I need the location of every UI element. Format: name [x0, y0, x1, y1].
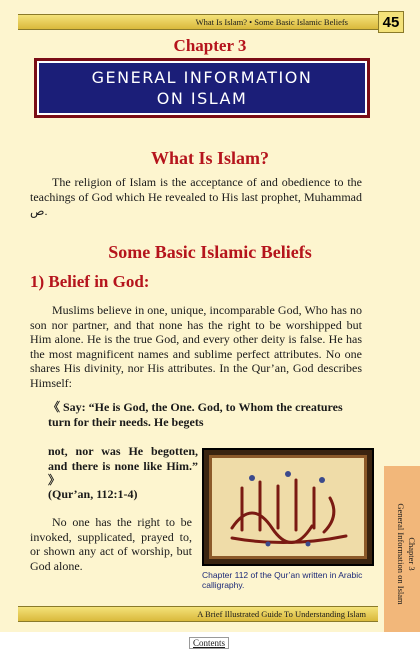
quran-quote-reference: (Qur’an, 112:1-4) [48, 487, 138, 501]
side-tab-line-1: Chapter 3 [407, 537, 417, 571]
chapter-title-inner [37, 61, 367, 115]
chapter-title-line-1: GENERAL INFORMATION [91, 68, 313, 87]
chapter-label: Chapter 3 [173, 36, 247, 55]
basic-beliefs-heading: Some Basic Islamic Beliefs [108, 242, 312, 262]
belief-in-god-subheading: 1) Belief in God: [30, 272, 150, 291]
calligraphy-image-inner [209, 455, 367, 559]
running-header-title: What Is Islam? • Some Basic Islamic Beliefs [195, 17, 348, 27]
book-title: A Brief Illustrated Guide To Understanding Islam [197, 609, 366, 619]
belief-in-god-paragraph: Muslims believe in one, unique, incomparable God, Who has no son nor partner, and that none has the right to be worshipped but Him alone. He is the true God, and every other deity is false. He has the most magnificent names and sublime perfect attributes. No one shares His divinity, nor His attributes. In the Qur’an, God describes Himself: [30, 303, 362, 390]
worship-paragraph: No one has the right to be invoked, supplicated, prayed to, or shown any act of worship, but God alone. [30, 515, 192, 573]
running-header-bar [18, 14, 378, 30]
figure-caption: Chapter 112 of the Qur’an written in Arabic calligraphy. [202, 570, 363, 590]
running-footer-bar [18, 606, 378, 622]
contents-link[interactable]: Contents [189, 637, 229, 649]
side-tab-line-2: General Information on Islam [396, 503, 406, 605]
quran-quote-bottom: not, nor was He begotten, and there is none like Him.” 》 [48, 444, 198, 487]
chapter-title-line-2: ON ISLAM [156, 89, 248, 108]
calligraphy-art-icon [212, 458, 364, 556]
chapter-side-tab-text [387, 474, 417, 634]
what-is-islam-paragraph: The religion of Islam is the acceptance of and obedience to the teachings of God which He revealed to His last prophet, Muhammad ص. [30, 175, 362, 218]
calligraphy-image [202, 448, 374, 566]
what-is-islam-heading: What Is Islam? [150, 148, 270, 168]
quran-quote-top: 《 Say: “He is God, the One. God, to Whom the creatures turn for their needs. He begets [48, 400, 343, 429]
chapter-title-box [34, 58, 370, 118]
page-number: 45 [378, 11, 404, 33]
chapter-side-tab[interactable] [384, 466, 420, 632]
